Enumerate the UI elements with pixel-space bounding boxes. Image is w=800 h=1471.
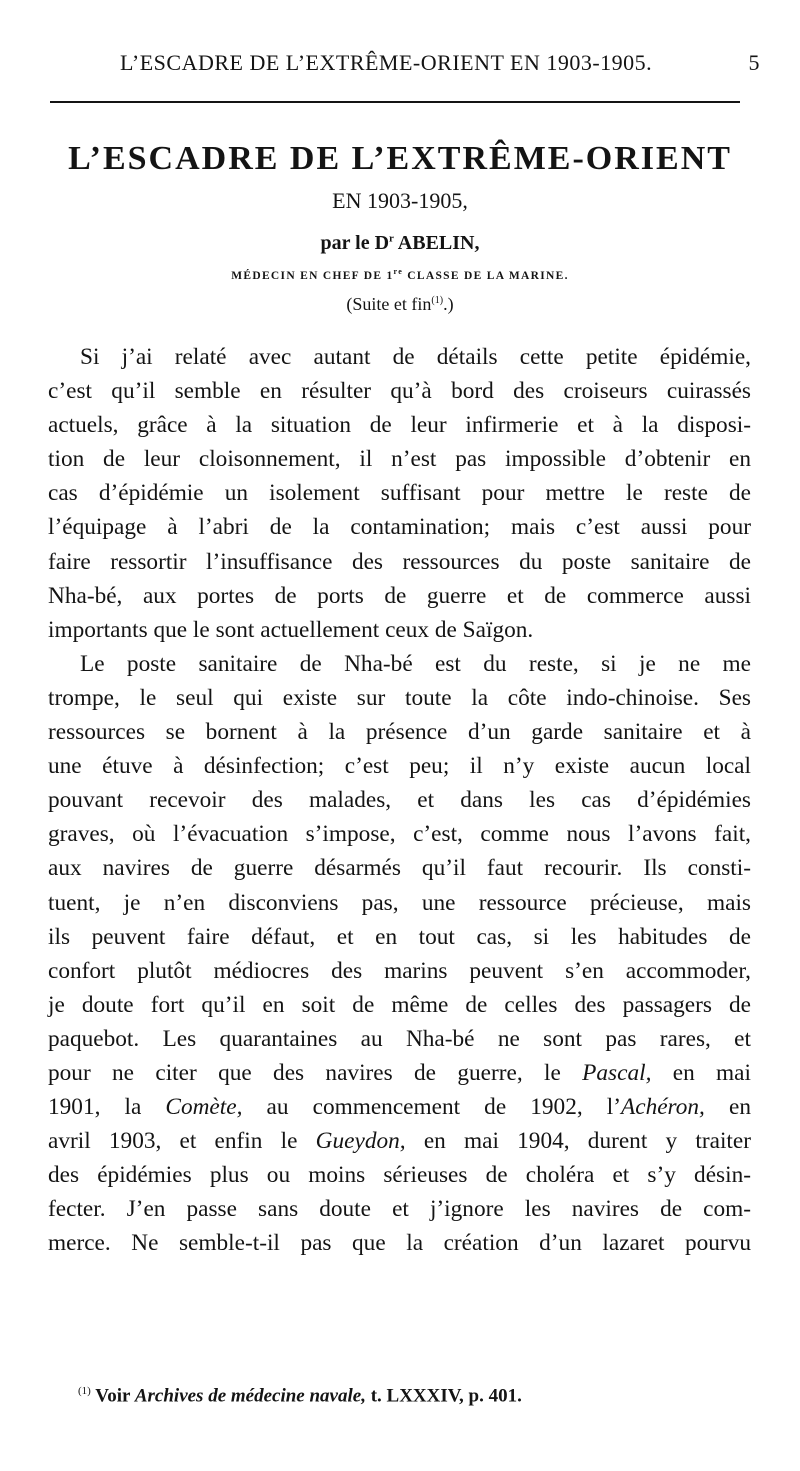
text-line: ils peuvent faire défaut, et en tout cas, si les habitudes de [48,923,751,950]
text-line [48,1124,751,1158]
continued-text: (Suite et fin [346,294,432,314]
text-line: faire ressortir l’insuffisance des ressources du poste sanitaire de [48,548,751,575]
footnote-marker: (1) [78,1385,91,1397]
footnote-ref: (1) [431,295,444,306]
ship-name-comete: Comète, [165,1094,243,1121]
continuation-note [0,294,800,315]
text-line [48,1056,751,1090]
line-text: avril 1903, et enfin le [48,1128,298,1155]
body-text [48,340,751,1261]
article-subtitle: EN 1903-1905, [332,188,468,213]
ship-name-gueydon: Gueydon, [315,1128,406,1155]
text-line: Si j’ai relaté avec autant de détails cette petite épidémie, [80,344,751,370]
journal-title: Archives de médecine navale, [134,1385,366,1407]
text-line: je doute fort qu’il en soit de même de celles des passagers de [48,991,751,1018]
text-line: trompe, le seul qui existe sur toute la côte indo-chinoise. Ses [48,684,751,711]
footnote-text: t. LXXXIV, p. 401. [365,1385,522,1407]
author-affiliation [0,267,800,282]
ship-name-acheron: Achéron, [621,1094,705,1121]
author-name: ABELIN, [393,232,480,254]
affiliation-before: MÉDECIN EN CHEF DE 1 [231,269,394,282]
line-text: en mai 1904, durent y traiter [405,1128,751,1155]
line-text: 1901, la [48,1094,142,1121]
text-line: fecter. J’en passe sans doute et j’ignore les navires de com- [48,1196,751,1223]
byline [0,232,800,255]
footnote-text: Voir [90,1385,135,1407]
text-line: Le poste sanitaire de Nha-bé est du reste, si je ne me [80,650,751,677]
text-line: l’équipage à l’abri de la contamination; mais c’est aussi pour [48,514,751,541]
footnote [78,1385,522,1407]
line-text: pour ne citer que des navires de guerre, le [48,1059,561,1086]
text-line: aux navires de guerre désarmés qu’il faut recourir. Ils consti- [48,855,751,882]
text-line: une étuve à désinfection; c’est peu; il n’y existe aucun local [48,753,751,780]
text-line: cas d’épidémie un isolement suffisant pour mettre le reste de [48,480,751,507]
header-rule [50,101,740,103]
text-line: merce. Ne semble-t-il pas que la création d’un lazaret pourvu [48,1230,751,1257]
line-text: en mai [651,1059,751,1086]
affiliation-after: CLASSE DE LA MARINE. [403,269,569,282]
text-line: confort plutôt médiocres des marins peuvent s’en accommoder, [48,957,751,984]
text-line: tuent, je n’en disconviens pas, une ressource précieuse, mais [48,889,751,916]
ship-name-pascal: Pascal, [582,1059,652,1086]
text-line: pouvant recevoir des malades, et dans les cas d’épidémies [48,787,751,814]
text-line: ressources se bornent à la présence d’un garde sanitaire et à [48,719,751,746]
page-number: 5 [748,50,760,75]
text-line: des épidémies plus ou moins sérieuses de choléra et s’y désin- [48,1162,751,1189]
text-line: graves, où l’évacuation s’impose, c’est, comme nous l’avons fait, [48,821,751,848]
text-line: Nha-bé, aux portes de ports de guerre et de commerce aussi [48,582,751,609]
line-text: au commencement de 1902, l’ [242,1094,621,1121]
text-line: actuels, grâce à la situation de leur infirmerie et à la disposi- [48,412,751,439]
text-line [48,1090,751,1124]
byline-prefix: par le D [320,232,390,254]
text-line: c’est qu’il semble en résulter qu’à bord des croiseurs cuirassés [48,378,751,405]
line-text: en [704,1094,751,1121]
byline-title-sup: r [389,232,394,245]
text-line: importants que le sont actuellement ceux de Saïgon. [48,616,534,643]
text-line: paquebot. Les quarantaines au Nha-bé ne sont pas rares, et [48,1025,751,1052]
text-line: tion de leur cloisonnement, il n’est pas impossible d’obtenir en [48,446,751,473]
continued-after: .) [443,294,454,314]
running-head-title: L’ESCADRE DE L’EXTRÊME-ORIENT EN 1903-1905. [120,50,653,75]
affiliation-sup: re [393,267,404,276]
article-title: L’ESCADRE DE L’EXTRÊME-ORIENT [68,140,732,177]
